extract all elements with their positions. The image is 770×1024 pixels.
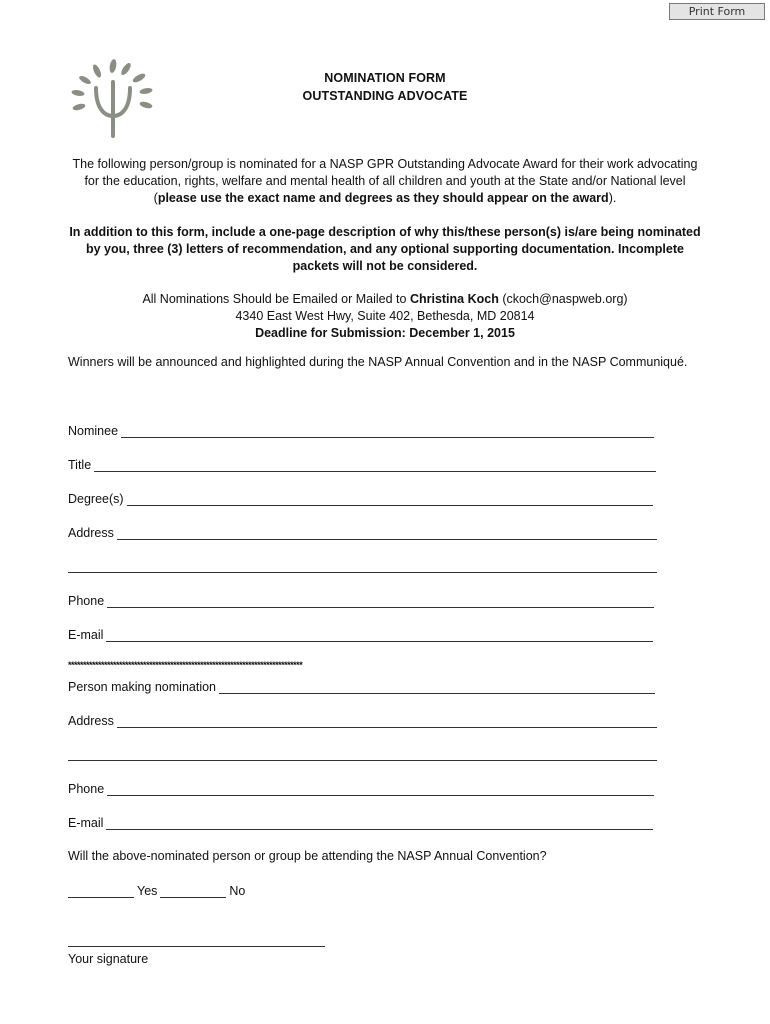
nominator-email-label: E-mail — [68, 816, 104, 830]
nominee-address-line-2[interactable] — [68, 572, 657, 573]
requirements-paragraph: In addition to this form, include a one-page description of why this/these person(s) is/are being nominated by you, three (3) letters of recommendation, and any optional supporting documentation. Incomplete packets will not be considered. — [69, 225, 701, 273]
form-subtitle: OUTSTANDING ADVOCATE — [302, 89, 468, 103]
attendance-options — [68, 883, 248, 899]
nominee-degrees-field[interactable] — [68, 491, 653, 507]
attendance-no-line[interactable] — [160, 883, 226, 898]
nominator-phone-input-line[interactable] — [107, 781, 654, 796]
nominee-email-field[interactable] — [68, 627, 653, 643]
nominator-address-input-line[interactable] — [117, 713, 657, 728]
nominee-phone-label: Phone — [68, 594, 105, 608]
nominator-name-input-line[interactable] — [219, 679, 655, 694]
attendance-yes-label: Yes — [137, 884, 158, 898]
nominee-email-input-line[interactable] — [106, 627, 653, 642]
winners-note: Winners will be announced and highlighted during the NASP Annual Convention and in the NASP Communiqué. — [68, 355, 688, 369]
nominee-phone-field[interactable] — [68, 593, 654, 609]
submission-address: 4340 East West Hwy, Suite 402, Bethesda, MD 20814 — [235, 309, 535, 323]
signature-label: Your signature — [68, 952, 149, 966]
signature-line[interactable] — [68, 946, 325, 947]
nominator-phone-field[interactable] — [68, 781, 654, 797]
form-title: NOMINATION FORM — [324, 71, 446, 85]
nominee-email-label: E-mail — [68, 628, 104, 642]
nominee-field[interactable] — [68, 423, 654, 439]
attendance-question: Will the above-nominated person or group be attending the NASP Annual Convention? — [68, 849, 547, 863]
nominee-title-field[interactable] — [68, 457, 656, 473]
nominator-name-field[interactable] — [68, 679, 655, 695]
attendance-no-label: No — [229, 884, 246, 898]
nominator-phone-label: Phone — [68, 782, 105, 796]
print-form-button[interactable]: Print Form — [669, 3, 765, 20]
nominee-phone-input-line[interactable] — [107, 593, 654, 608]
nominator-address-label: Address — [68, 714, 114, 728]
nominator-address-line-2[interactable] — [68, 760, 657, 761]
submission-deadline: Deadline for Submission: December 1, 2015 — [255, 326, 515, 340]
nominee-address-input-line[interactable] — [117, 525, 657, 540]
nominator-email-input-line[interactable] — [106, 815, 653, 830]
nominee-title-input-line[interactable] — [94, 457, 656, 472]
nominee-address-field[interactable] — [68, 525, 657, 541]
nominee-title-label: Title — [68, 458, 92, 472]
nominee-label: Nominee — [68, 424, 119, 438]
nominee-degrees-label: Degree(s) — [68, 492, 124, 506]
nominator-email-field[interactable] — [68, 815, 653, 831]
attendance-yes-line[interactable] — [68, 883, 134, 898]
nominator-name-label: Person making nomination — [68, 680, 216, 694]
nominator-address-field[interactable] — [68, 713, 657, 729]
nominee-address-label: Address — [68, 526, 114, 540]
nominee-input-line[interactable] — [121, 423, 654, 438]
nominee-degrees-input-line[interactable] — [127, 491, 653, 506]
section-separator: ****************************************************************************** — [68, 660, 303, 670]
submission-contact-line: All Nominations Should be Emailed or Mailed to Christina Koch (ckoch@naspweb.org) — [142, 292, 628, 306]
intro-paragraph: The following person/group is nominated for a NASP GPR Outstanding Advocate Award for their work advocating for the education, rights, welfare and mental health of all children and youth at the State and/or National level (please use the exact name and degrees as they should appear on the award). — [72, 157, 698, 205]
